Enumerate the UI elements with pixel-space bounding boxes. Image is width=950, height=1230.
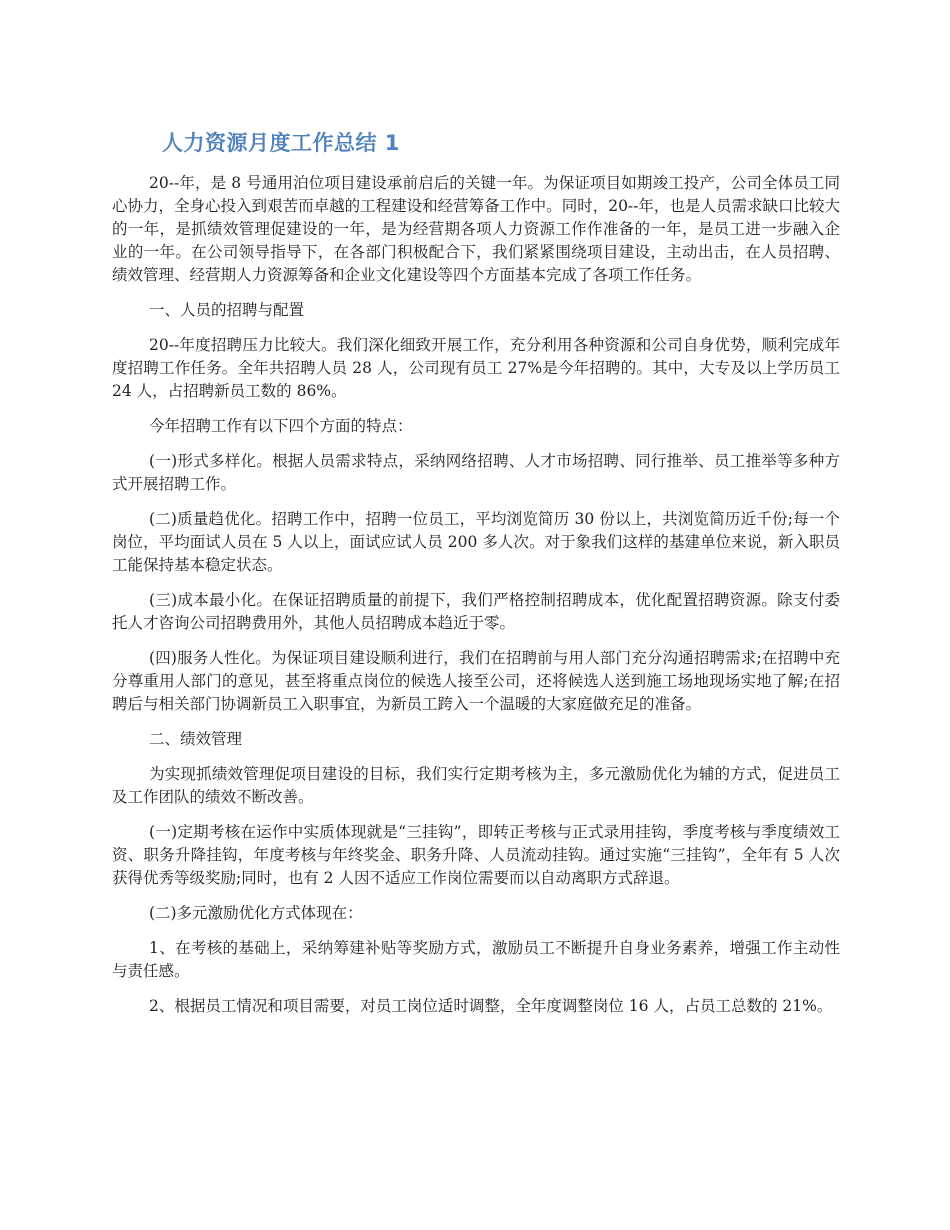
paragraph: (二)质量趋优化。招聘工作中，招聘一位员工，平均浏览简历 30 份以上，共浏览简历近千份;每一个岗位，平均面试人员在 5 人以上，面试应试人员 200 多人次。对于象我们这样的基建单位来说，新入职员工能保持基本稳定状态。: [112, 510, 840, 574]
paragraph: (二)多元激励优化方式体现在：: [149, 904, 363, 922]
section-heading: 一、人员的招聘与配置: [149, 301, 305, 319]
paragraph: (三)成本最小化。在保证招聘质量的前提下，我们严格控制招聘成本，优化配置招聘资源。除支付委托人才咨询公司招聘费用外，其他人员招聘成本趋近于零。: [112, 591, 840, 632]
paragraph: (一)定期考核在运作中实质体现就是“三挂钩”，即转正考核与正式录用挂钩，季度考核与季度绩效工资、职务升降挂钩，年度考核与年终奖金、职务升降、人员流动挂钩。通过实施“三挂钩”，全年有 5 人次获得优秀等级奖励;同时，也有 2 人因不适应工作岗位需要而以自动离职方式辞退。: [112, 823, 840, 887]
paragraph: 为实现抓绩效管理促项目建设的目标，我们实行定期考核为主，多元激励优化为辅的方式，促进员工及工作团队的绩效不断改善。: [112, 765, 840, 806]
paragraph: 2、根据员工情况和项目需要，对员工岗位适时调整，全年度调整岗位 16 人，占员工总数的 21%。: [149, 997, 833, 1015]
paragraph: 今年招聘工作有以下四个方面的特点：: [149, 417, 413, 435]
document-body: [112, 172, 840, 1030]
paragraph: 20--年，是 8 号通用泊位项目建设承前启后的关键一年。为保证项目如期竣工投产，公司全体员工同心协力，全身心投入到艰苦而卓越的工程建设和经营筹备工作中。同时，20--年，也是人员需求缺口比较大的一年，是抓绩效管理促建设的一年，是为经营期各项人力资源工作作准备的一年，是员工进一步融入企业的一年。在公司领导指导下，在各部门积极配合下，我们紧紧围绕项目建设，主动出击，在人员招聘、绩效管理、经营期人力资源筹备和企业文化建设等四个方面基本完成了各项工作任务。: [112, 174, 840, 284]
paragraph: (一)形式多样化。根据人员需求特点，采纳网络招聘、人才市场招聘、同行推举、员工推举等多种方式开展招聘工作。: [112, 452, 840, 493]
paragraph: (四)服务人性化。为保证项目建设顺利进行，我们在招聘前与用人部门充分沟通招聘需求;在招聘中充分尊重用人部门的意见，甚至将重点岗位的候选人接至公司，还将候选人送到施工场地现场实地了解;在招聘后与相关部门协调新员工入职事宜，为新员工跨入一个温暖的大家庭做充足的准备。: [112, 649, 840, 713]
document-title: 人力资源月度工作总结 1: [162, 131, 400, 155]
paragraph: 1、在考核的基础上，采纳筹建补贴等奖励方式，激励员工不断提升自身业务素养，增强工作主动性与责任感。: [112, 939, 840, 980]
paragraph: 20--年度招聘压力比较大。我们深化细致开展工作，充分利用各种资源和公司自身优势，顺利完成年度招聘工作任务。全年共招聘人员 28 人，公司现有员工 27%是今年招聘的。其中，大专及以上学历员工 24 人，占招聘新员工数的 86%。: [112, 336, 840, 400]
section-heading: 二、绩效管理: [149, 730, 243, 748]
